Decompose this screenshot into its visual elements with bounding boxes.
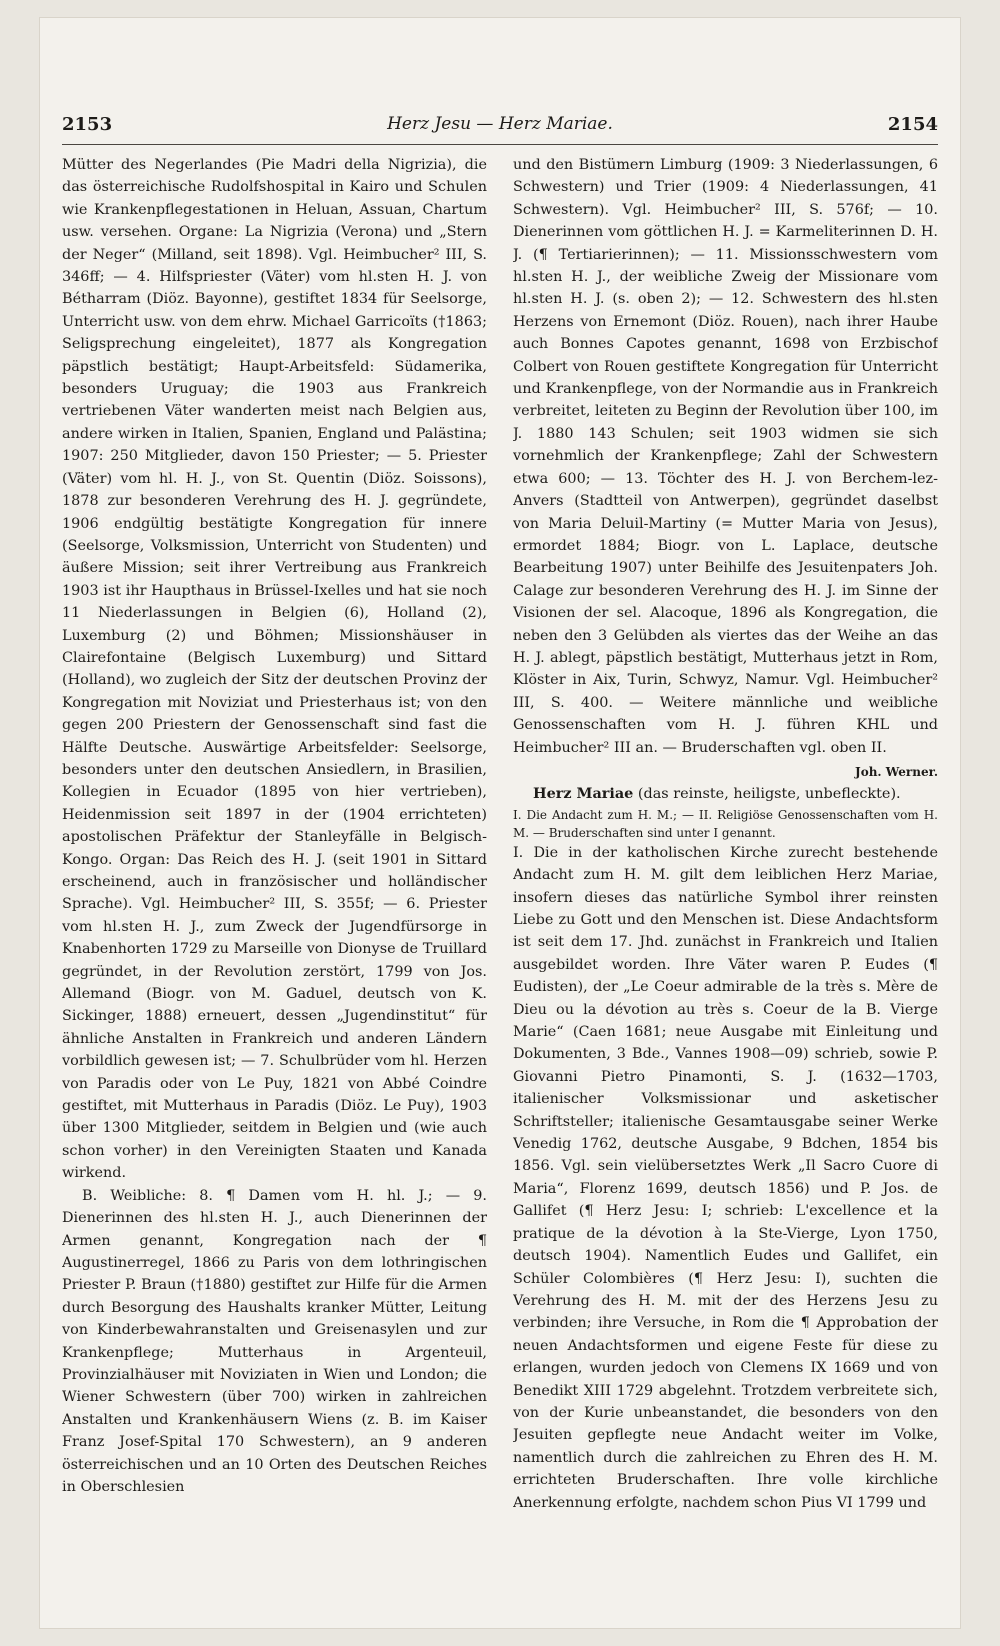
running-title: Herz Jesu — Herz Mariae. [387, 114, 613, 134]
right-paragraph-2: I. Die in der katholischen Kirche zurecht bestehende Andacht zum H. M. gilt dem leiblichen Herz Mariae, insofern dieses das natürliche Symbol ihrer reinsten Liebe zu Gott und den Menschen ist. Diese Andachtsform ist seit dem 17. Jhd. zunächst in Frankreich und Italien ausgebildet worden. Ihre Väter waren P. Eudes (¶ Eudisten), der „Le Coeur admirable de la très s. Mère de Dieu ou la dévotion au très s. Coeur de la B. Vierge Marie“ (Caen 1681; neue Ausgabe mit Einleitung und Dokumenten, 3 Bde., Vannes 1908—09) schrieb, sowie P. Giovanni Pietro Pinamonti, S. J. (1632—1703, italienischer Volksmissionar und asketischer Schriftsteller; italienische Gesamtausgabe seiner Werke Venedig 1762, deutsche Ausgabe, 9 Bdchen, 1854 bis 1856. Vgl. sein vielübersetztes Werk „Il Sacro Cuore di Maria“, Florenz 1699, deutsch 1856) und P. Jos. de Gallifet (¶ Herz Jesu: I; schrieb: L'excellence et la pratique de la dévotion à la Ste-Vierge, Lyon 1750, deutsch 1904). Namentlich Eudes und Gallifet, ein Schüler Colombières (¶ Herz Jesu: I), suchten die Verehrung des H. M. mit der des Herzens Jesu zu verbinden; ihre Versuche, in Rom die ¶ Approbation der neuen Andachtsformen und eigene Feste für diese zu erlangen, wurden jedoch von Clemens IX 1669 und von Benedikt XIII 1729 abgelehnt. Trotzdem verbreitete sich, von der Kurie unbeanstandet, die besonders von den Jesuiten gepflegte neue Andacht weiter im Volke, namentlich durch die zahlreichen zu Ehren des H. M. errichteten Bruderschaften. Ihre volle kirchliche Anerkennung erfolgte, nachdem schon Pius VI 1799 und [513, 844, 938, 1511]
right-column-number: 2154 [887, 113, 938, 135]
right-paragraph-1: und den Bistümern Limburg (1909: 3 Niederlassungen, 6 Schwestern) und Trier (1909: 4 Niederlassungen, 41 Schwestern). Vgl. Heimbucher² III, S. 576f; — 10. Dienerinnen vom göttlichen H. J. = Karmeliterinnen D. H. J. (¶ Tertiarierinnen); — 11. Missionsschwestern vom hl.sten H. J., der weibliche Zweig der Missionare vom hl.sten H. J. (s. oben 2); — 12. Schwestern des hl.sten Herzens von Ernemont (Diöz. Rouen), nach ihrer Haube auch Bonnes Capotes genannt, 1698 von Erzbischof Colbert von Rouen gestiftete Kongregation für Unterricht und Krankenpflege, von der Normandie aus in Frankreich verbreitet, leiteten zu Beginn der Revolution über 100, im J. 1880 143 Schulen; seit 1903 widmen sie sich vornehmlich der Krankenpflege; Zahl der Schwestern etwa 600; — 13. Töchter des H. J. von Berchem-lez-Anvers (Stadtteil von Antwerpen), gegründet daselbst von Maria Deluil-Martiny (= Mutter Maria von Jesus), ermordet 1884; Biogr. von L. Laplace, deutsche Bearbeitung 1907) unter Beihilfe des Jesuitenpaters Joh. Calage zur besonderen Verehrung des H. J. im Sinne der Visionen der sel. Alacoque, 1896 als Kongregation, die neben den 3 Gelübden als viertes das der Weihe an das H. J. ablegt, päpstlich bestätigt, Mutterhaus jetzt in Rom, Klöster in Aix, Turin, Schwyz, Namur. Vgl. Heimbucher² III, S. 400. — Weitere männliche und weibliche Genossenschaften vom H. J. führen KHL und Heimbucher² III an. — Bruderschaften vgl. oben II. [513, 157, 938, 756]
entry-heading [513, 783, 938, 805]
entry-title: Herz Mariae [533, 785, 634, 803]
text-columns [62, 154, 938, 1604]
left-paragraph-2: B. Weibliche: 8. ¶ Damen vom H. hl. J.; — 9. Dienerinnen des hl.sten H. J., auch Dienerinnen der Armen genannt, Kongregation nach der ¶ Augustinerregel, 1866 zu Paris von dem lothringischen Priester P. Braun (†1880) gestiftet zur Hilfe für die Armen durch Besorgung des Haushalts kranker Mütter, Leitung von Kinderbewahranstalten und Greisenasylen und zur Krankenpflege; Mutterhaus in Argenteuil, Provinzialhäuser mit Noviziaten in Wien und London; die Wiener Schwestern (über 700) wirken in zahlreichen Anstalten und Krankenhäusern Wiens (z. B. im Kaiser Franz Josef-Spital 170 Schwestern), an 9 anderen österreichischen und an 10 Orten des Deutschen Reiches in Oberschlesien [62, 1187, 487, 1495]
left-paragraph-1: Mütter des Negerlandes (Pie Madri della Nigrizia), die das österreichische Rudolfshospital in Kairo und Schulen wie Krankenpflegestationen in Heluan, Assuan, Chartum usw. versehen. Organe: La Nigrizia (Verona) und „Stern der Neger“ (Milland, seit 1898). Vgl. Heimbucher² III, S. 346ff; — 4. Hilfspriester (Väter) vom hl.sten H. J. von Bétharram (Diöz. Bayonne), gestiftet 1834 für Seelsorge, Unterricht usw. von dem ehrw. Michael Garricoïts (†1863; Seligsprechung eingeleitet), 1877 als Kongregation päpstlich bestätigt; Haupt-Arbeitsfeld: Südamerika, besonders Uruguay; die 1903 aus Frankreich vertriebenen Väter wanderten meist nach Belgien aus, andere wirken in Italien, Spanien, England und Palästina; 1907: 250 Mitglieder, davon 150 Priester; — 5. Priester (Väter) vom hl. H. J., von St. Quentin (Diöz. Soissons), 1878 zur besonderen Verehrung des H. J. gegründete, 1906 endgültig bestätigte Kongregation für innere (Seelsorge, Volksmission, Unterricht von Studenten) und äußere Mission; seit ihrer Vertreibung aus Frankreich 1903 ist ihr Haupthaus in Brüssel-Ixelles und hat sie noch 11 Niederlassungen in Belgien (6), Holland (2), Luxemburg (2) und Böhmen; Missionshäuser in Clairefontaine (Belgisch Luxemburg) und Sittard (Holland), wo zugleich der Sitz der deutschen Provinz der Kongregation mit Noviziat und Priesterhaus ist; von den gegen 200 Priestern der Genossenschaft sind fast die Hälfte Deutsche. Auswärtige Arbeitsfelder: Seelsorge, besonders unter den deutschen Ansiedlern, in Brasilien, Kollegien in Ecuador (1895 von hier vertrieben), Heidenmission seit 1897 in der (1904 errichteten) apostolischen Präfektur der Stanleyfälle in Belgisch-Kongo. Organ: Das Reich des H. J. (seit 1901 in Sittard erscheinend, auch in französischer und holländischer Sprache). Vgl. Heimbucher² III, S. 355f; — 6. Priester vom hl.sten H. J., zum Zweck der Jugendfürsorge in Knabenhorten 1729 zu Marseille von Dionyse de Truillard gegründet, in der Revolution zerstört, 1799 von Jos. Allemand (Biogr. von M. Gaduel, deutsch von K. Sickinger, 1888) erneuert, dessen „Jugendinstitut“ für ähnliche Anstalten in Frankreich und anderen Ländern vorbildlich gewesen ist; — 7. Schulbrüder vom hl. Herzen von Paradis oder von Le Puy, 1821 von Abbé Coindre gestiftet, mit Mutterhaus in Paradis (Diöz. Le Puy), 1903 über 1300 Mitglieder, seitdem in Belgien und (wie auch schon vorher) in den Vereinigten Staaten und Kanada wirkend. [62, 157, 487, 1182]
entry-overview: I. Die Andacht zum H. M.; — II. Religiöse Genossenschaften vom H. M. — Bruderschaften sind unter I genannt. [513, 807, 938, 840]
page-header [62, 104, 938, 145]
entry-subtitle: (das reinste, heiligste, unbefleckte). [633, 786, 901, 803]
document-page [40, 18, 960, 1628]
left-column [62, 154, 487, 1604]
author-signature: Joh. Werner. [855, 764, 938, 779]
left-column-number: 2153 [62, 113, 113, 135]
right-column [513, 154, 938, 1604]
